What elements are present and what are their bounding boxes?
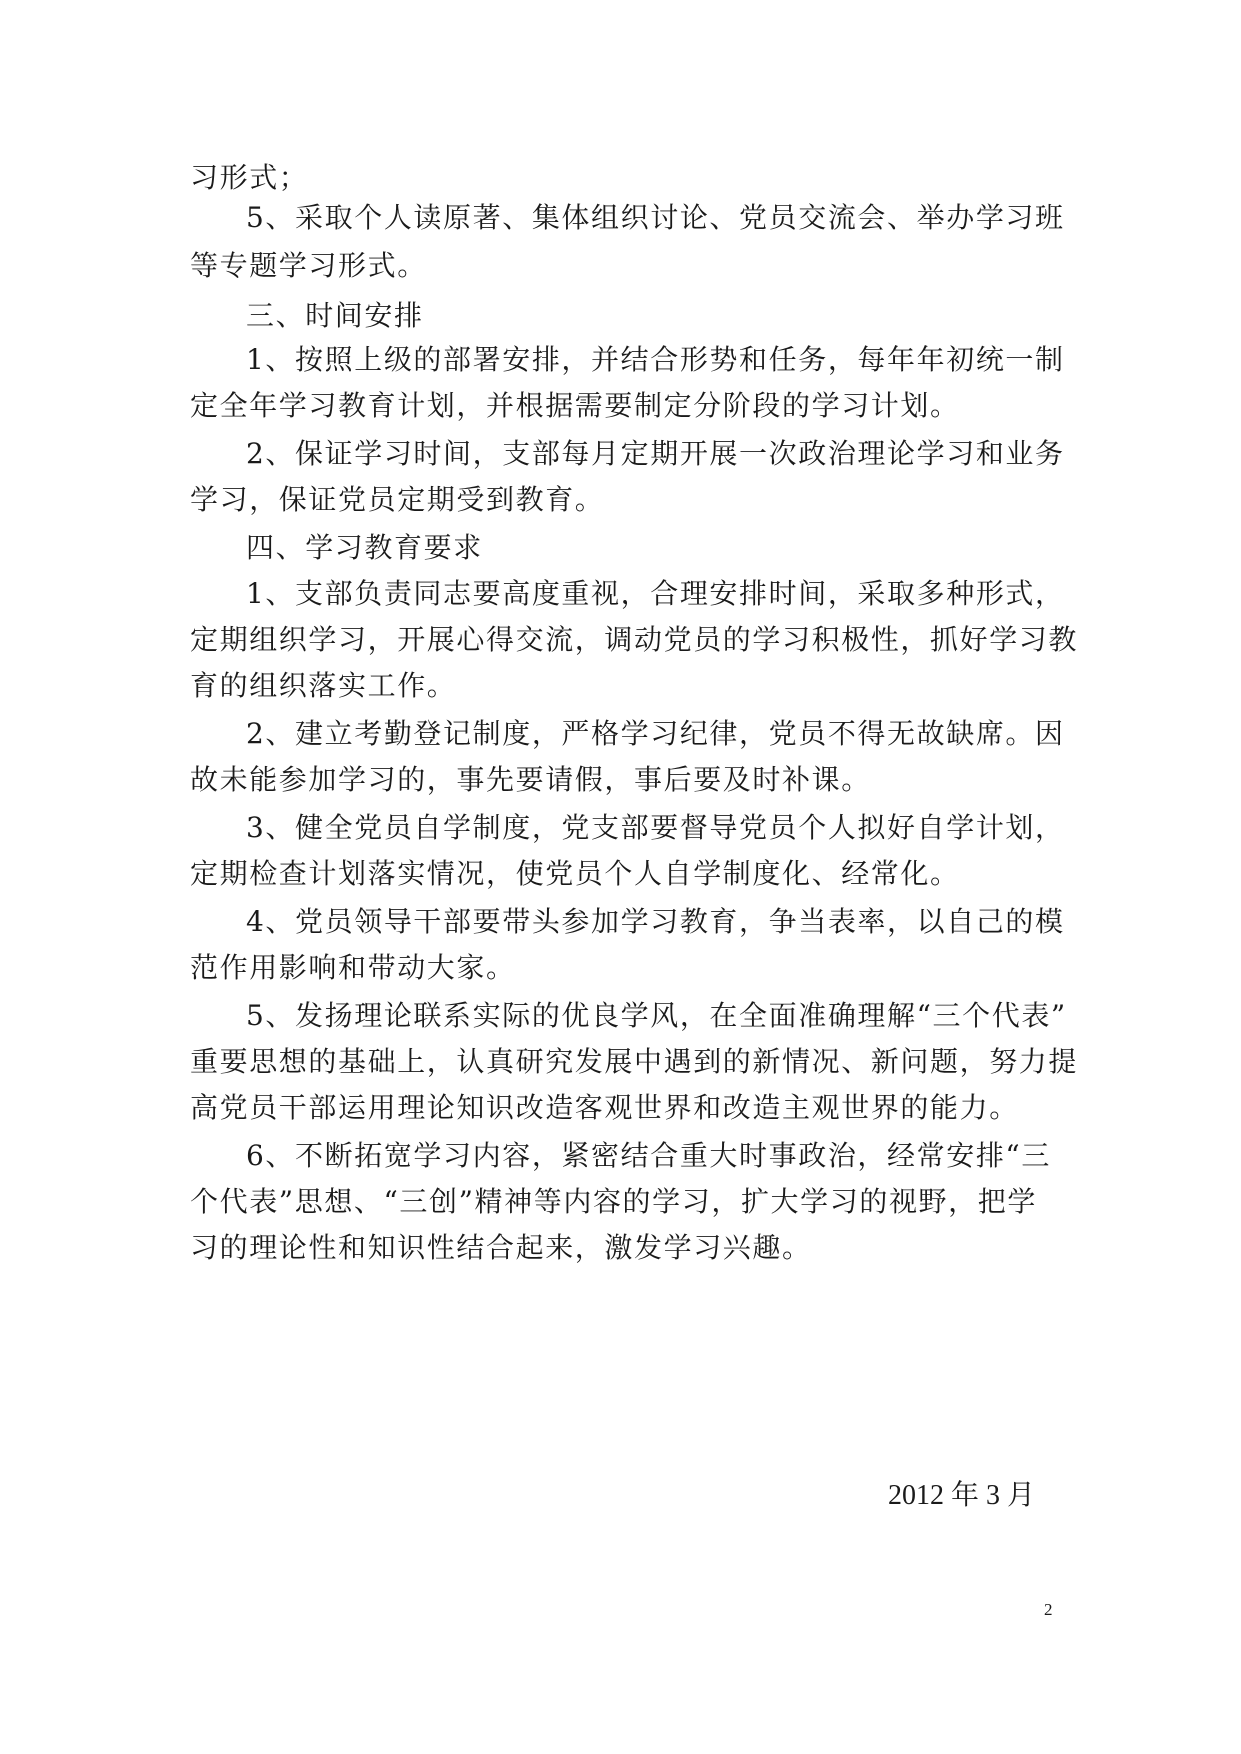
text-line: 学习，保证党员定期受到教育。: [190, 483, 605, 516]
section-heading: 三、时间安排: [246, 299, 424, 332]
text-line: 1、支部负责同志要高度重视，合理安排时间，采取多种形式，: [246, 577, 1065, 610]
text-line: 5、采取个人读原著、集体组织讨论、党员交流会、举办学习班: [246, 201, 1065, 234]
text-line: 定全年学习教育计划，并根据需要制定分阶段的学习计划。: [190, 389, 960, 422]
text-line: 等专题学习形式。: [190, 249, 427, 282]
text-line: 育的组织落实工作。: [190, 669, 457, 702]
text-line: 4、党员领导干部要带头参加学习教育，争当表率，以自己的模: [246, 905, 1065, 938]
text-line: 个代表”思想、“三创”精神等内容的学习，扩大学习的视野，把学: [190, 1185, 1037, 1218]
page-number: 2: [1044, 1600, 1053, 1619]
text-line: 高党员干部运用理论知识改造客观世界和改造主观世界的能力。: [190, 1091, 1019, 1124]
text-line: 2、建立考勤登记制度，严格学习纪律，党员不得无故缺席。因: [246, 717, 1065, 750]
text-line: 定期组织学习，开展心得交流，调动党员的学习积极性，抓好学习教: [190, 623, 1079, 656]
text-line: 6、不断拓宽学习内容，紧密结合重大时事政治，经常安排“三: [246, 1139, 1051, 1172]
text-line: 重要思想的基础上，认真研究发展中遇到的新情况、新问题，努力提: [190, 1045, 1079, 1078]
text-line: 故未能参加学习的，事先要请假，事后要及时补课。: [190, 763, 871, 796]
document-date: 2012 年 3 月: [888, 1480, 1036, 1511]
text-line: 2、保证学习时间，支部每月定期开展一次政治理论学习和业务: [246, 437, 1065, 470]
text-line: 5、发扬理论联系实际的优良学风，在全面准确理解“三个代表”: [246, 999, 1067, 1032]
section-heading: 四、学习教育要求: [246, 531, 483, 564]
text-line: 习的理论性和知识性结合起来，激发学习兴趣。: [190, 1231, 812, 1264]
text-line: 习形式；: [190, 161, 309, 194]
text-line: 3、健全党员自学制度，党支部要督导党员个人拟好自学计划，: [246, 811, 1065, 844]
text-line: 定期检查计划落实情况，使党员个人自学制度化、经常化。: [190, 857, 960, 890]
text-line: 范作用影响和带动大家。: [190, 951, 516, 984]
text-line: 1、按照上级的部署安排，并结合形势和任务，每年年初统一制: [246, 343, 1065, 376]
